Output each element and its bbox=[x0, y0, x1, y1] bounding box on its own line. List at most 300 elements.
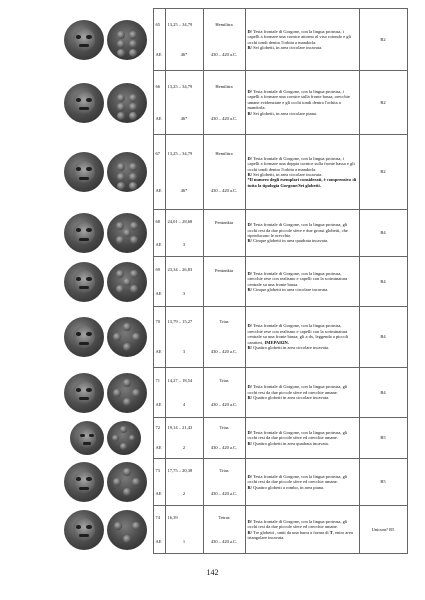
gorgon-eye bbox=[76, 277, 82, 281]
reverse-pellet bbox=[129, 173, 137, 181]
catalog-number: 73 bbox=[155, 467, 160, 473]
specimen-count: 46* bbox=[180, 52, 188, 58]
catalog-number: 72 bbox=[155, 425, 160, 431]
size-cell bbox=[165, 506, 203, 554]
obverse-text: Testa frontale di Gorgone, con la lingua protrusa, gli occhi resi da due piccole sfere ed orecchie umane. bbox=[247, 384, 348, 395]
gorgon-tongue bbox=[79, 238, 89, 241]
date: 430 – 420 a.C. bbox=[210, 349, 238, 355]
reverse-text-tail: , entro area triangolare incavata. bbox=[247, 529, 353, 540]
denomination: Trias bbox=[219, 319, 229, 325]
coin-reverse-image bbox=[107, 510, 147, 550]
obverse-label: D/ bbox=[247, 473, 252, 479]
reverse-pellet bbox=[117, 112, 125, 120]
reverse-text: Cinque globetti in area circolare incavata. bbox=[253, 286, 329, 292]
reverse-pellet bbox=[123, 379, 131, 387]
coin-images bbox=[58, 418, 153, 459]
coin-reverse-image bbox=[107, 462, 147, 502]
reverse-description bbox=[248, 395, 357, 400]
coin-reverse-image bbox=[107, 20, 147, 60]
reverse-pellet bbox=[129, 163, 137, 171]
obverse-description bbox=[248, 271, 357, 287]
size-range: 24,01 – 28,68 bbox=[167, 218, 193, 224]
coin-obverse-image bbox=[64, 262, 104, 302]
denomination-cell bbox=[203, 418, 245, 459]
reverse-pellet bbox=[117, 49, 125, 57]
obverse-description bbox=[248, 323, 357, 345]
catalog-number-cell bbox=[153, 307, 165, 368]
reverse-pellet bbox=[117, 173, 125, 181]
reverse-pellet bbox=[129, 112, 137, 120]
obverse-text: Testa frontale di Gorgone, con la lingua protrusa, orecchie rese con realismo e capelli con la scriminatura centrale su una fronte bassa; gli a dx, leggenda a piccoli caratteri, bbox=[247, 323, 349, 345]
obverse-label: D/ bbox=[247, 88, 252, 94]
rarity-cell bbox=[359, 135, 407, 210]
reverse-pellet bbox=[123, 535, 131, 543]
metal: AE bbox=[155, 402, 162, 408]
size-range: 17,75 – 20,38 bbox=[167, 467, 193, 473]
catalog-note bbox=[248, 177, 357, 188]
coin-obverse-image bbox=[64, 213, 104, 253]
gorgon-eye bbox=[76, 35, 82, 39]
catalog-row bbox=[58, 307, 407, 368]
gorgon-tongue bbox=[79, 107, 89, 110]
gorgon-tongue bbox=[79, 397, 89, 400]
date: 430 – 420 a.C. bbox=[210, 402, 238, 408]
gorgon-eye bbox=[86, 35, 92, 39]
catalog-number-cell bbox=[153, 135, 165, 210]
obverse-label: D/ bbox=[247, 384, 252, 390]
rarity-cell bbox=[359, 307, 407, 368]
obverse-description bbox=[248, 519, 357, 530]
description-cell bbox=[245, 307, 359, 368]
gorgon-tongue bbox=[79, 44, 89, 47]
reverse-text: Quattro globetti in area circolare incavata. bbox=[253, 395, 330, 401]
reverse-description bbox=[248, 238, 357, 243]
rarity: R2 bbox=[380, 169, 386, 175]
catalog-row bbox=[58, 9, 407, 71]
reverse-text: Sei globetti, in area circolare incavata. bbox=[253, 44, 323, 50]
catalog-row bbox=[58, 368, 407, 418]
reverse-pellet bbox=[120, 443, 127, 450]
specimen-count: 46* bbox=[180, 115, 188, 121]
denomination: Trias bbox=[219, 377, 229, 383]
metal: AE bbox=[155, 187, 162, 193]
reverse-pellet bbox=[129, 49, 137, 57]
reverse-pellet bbox=[113, 478, 121, 486]
obverse-label: D/ bbox=[247, 429, 252, 435]
metal: AE bbox=[155, 241, 162, 247]
rarity: R4 bbox=[380, 278, 386, 284]
catalog-number-cell bbox=[153, 9, 165, 71]
description-cell bbox=[245, 135, 359, 210]
catalog-body bbox=[58, 9, 407, 554]
gorgon-eye bbox=[86, 167, 92, 171]
obverse-label: D/ bbox=[247, 222, 252, 228]
reverse-pellet bbox=[129, 435, 136, 442]
reverse-pellet bbox=[117, 94, 125, 102]
obverse-text: Testa frontale di Gorgone, con la lingua protrusa, gli occhi resi da due piccole sfere e due grossi globetti, che riproducono le orecchie. bbox=[247, 222, 348, 238]
reverse-label: R/ bbox=[247, 440, 252, 446]
coin-obverse-image bbox=[64, 510, 104, 550]
obverse-legend: IMEPAIΩN. bbox=[264, 339, 289, 345]
specimen-count: 46* bbox=[180, 187, 188, 193]
reverse-pellet bbox=[123, 468, 131, 476]
size-cell bbox=[165, 257, 203, 307]
catalog-row bbox=[58, 257, 407, 307]
reverse-pellet bbox=[117, 31, 125, 39]
metal: AE bbox=[155, 115, 162, 121]
specimen-count: 2 bbox=[182, 445, 186, 451]
rarity-cell bbox=[359, 506, 407, 554]
reverse-pellet bbox=[132, 522, 140, 530]
coin-reverse-image bbox=[107, 373, 147, 413]
reverse-label: R/ bbox=[247, 345, 252, 351]
specimen-count: 1 bbox=[182, 538, 186, 544]
size-range: 23,34 – 26,83 bbox=[167, 266, 193, 272]
reverse-pellet bbox=[112, 435, 119, 442]
coin-reverse-image bbox=[107, 83, 147, 123]
coin-images bbox=[58, 71, 153, 135]
coin-images bbox=[58, 506, 153, 554]
reverse-pellet bbox=[123, 323, 131, 331]
rarity: R2 bbox=[380, 99, 386, 105]
size-cell bbox=[165, 71, 203, 135]
metal: AE bbox=[155, 52, 162, 58]
denomination-cell bbox=[203, 257, 245, 307]
date: 430 – 420 a.C. bbox=[210, 187, 238, 193]
reverse-text: Tre globetti , uniti da una barra a forma di bbox=[253, 529, 329, 535]
obverse-description bbox=[248, 222, 357, 238]
gorgon-face bbox=[73, 270, 95, 292]
rarity: R2 bbox=[380, 36, 386, 42]
reverse-pellet bbox=[132, 478, 140, 486]
size-range: 13,79 – 15,27 bbox=[167, 319, 193, 325]
size-cell bbox=[165, 135, 203, 210]
reverse-label: R/ bbox=[247, 238, 252, 244]
denomination-cell bbox=[203, 9, 245, 71]
reverse-pellet bbox=[123, 278, 131, 286]
gorgon-tongue bbox=[79, 487, 89, 490]
size-range: 13,25 – 34,79 bbox=[167, 84, 193, 90]
denomination: Trias bbox=[219, 425, 229, 431]
gorgon-eye bbox=[86, 277, 92, 281]
description-cell bbox=[245, 257, 359, 307]
catalog-number: 66 bbox=[155, 84, 160, 90]
gorgon-eye bbox=[89, 434, 94, 437]
denomination: Hemilitra bbox=[215, 21, 233, 27]
reverse-pellet bbox=[130, 270, 138, 278]
gorgon-tongue bbox=[83, 442, 91, 445]
gorgon-eye bbox=[86, 228, 92, 232]
gorgon-eye bbox=[86, 477, 92, 481]
gorgon-tongue bbox=[79, 177, 89, 180]
catalog-number: 67 bbox=[155, 150, 160, 156]
obverse-text: Testa frontale di Gorgone, con la lingua protrusa, orecchie rese con realismo e capelli con la scriminatura centrale su una fronte bassa. bbox=[247, 270, 348, 287]
specimen-count: 3 bbox=[182, 349, 186, 355]
coin-images bbox=[58, 257, 153, 307]
gorgon-eye bbox=[86, 98, 92, 102]
reverse-label: R/ bbox=[247, 395, 252, 401]
rarity-cell bbox=[359, 71, 407, 135]
denomination: Pentonkia bbox=[215, 267, 233, 273]
denomination: Hemilitra bbox=[215, 150, 233, 156]
gorgon-face bbox=[73, 381, 95, 403]
date: 430 – 420 a.C. bbox=[210, 115, 238, 121]
coin-images bbox=[58, 9, 153, 71]
denomination: Trias bbox=[219, 467, 229, 473]
reverse-pellet bbox=[114, 522, 122, 530]
coin-images bbox=[58, 368, 153, 418]
catalog-note-text: *Il numero degli esemplari considerati, è comprensivo di tutta la tipologia Gorgone/Sei globetti. bbox=[247, 177, 357, 188]
metal: AE bbox=[155, 490, 162, 496]
size-cell bbox=[165, 418, 203, 459]
coin-reverse-image bbox=[107, 421, 141, 455]
rarity: R4 bbox=[380, 230, 386, 236]
catalog-number: 70 bbox=[155, 319, 160, 325]
obverse-description bbox=[248, 474, 357, 485]
reverse-description bbox=[248, 485, 357, 490]
obverse-description bbox=[248, 384, 357, 395]
obverse-description bbox=[248, 29, 357, 45]
obverse-label: D/ bbox=[247, 28, 252, 34]
description-cell bbox=[245, 9, 359, 71]
rarity-cell bbox=[359, 459, 407, 506]
gorgon-eye bbox=[76, 525, 82, 529]
obverse-text: Testa frontale di Gorgone, con la lingua protrusa, i capelli a formare una doppia cornice sulla fronte bassa e gli occhi tondi dentro l'orbita a mandorla. bbox=[247, 155, 355, 172]
reverse-pellet bbox=[123, 343, 131, 351]
gorgon-eye bbox=[76, 98, 82, 102]
reverse-pellet bbox=[116, 222, 124, 230]
reverse-description bbox=[248, 345, 357, 350]
obverse-text: Testa frontale di Gorgone, con la lingua protrusa, gli occhi resi da due piccole sfere ed orecchie umane. bbox=[247, 429, 348, 441]
specimen-count: 3 bbox=[182, 241, 186, 247]
obverse-label: D/ bbox=[247, 323, 252, 329]
denomination-cell bbox=[203, 307, 245, 368]
catalog-number-cell bbox=[153, 506, 165, 554]
rarity-cell bbox=[359, 418, 407, 459]
catalog-number-cell bbox=[153, 210, 165, 257]
coin-catalog-table bbox=[58, 8, 408, 554]
metal: AE bbox=[155, 445, 162, 451]
size-cell bbox=[165, 210, 203, 257]
obverse-label: D/ bbox=[247, 518, 252, 524]
coin-images bbox=[58, 210, 153, 257]
date: 430 – 420 a.C. bbox=[210, 490, 238, 496]
reverse-pellet bbox=[132, 333, 140, 341]
reverse-pellet bbox=[129, 94, 137, 102]
reverse-pellet bbox=[116, 270, 124, 278]
reverse-description bbox=[248, 441, 357, 446]
reverse-label: R/ bbox=[247, 529, 252, 535]
gorgon-face bbox=[73, 28, 95, 50]
catalog-number: 69 bbox=[155, 266, 160, 272]
rarity: R5 bbox=[380, 479, 386, 485]
reverse-pellet bbox=[123, 229, 131, 237]
rarity-cell bbox=[359, 9, 407, 71]
coin-reverse-image bbox=[107, 262, 147, 302]
metal: AE bbox=[155, 349, 162, 355]
reverse-pellet bbox=[117, 163, 125, 171]
gorgon-tongue bbox=[79, 534, 89, 537]
description-cell bbox=[245, 506, 359, 554]
catalog-number: 71 bbox=[155, 377, 160, 383]
reverse-text: Cinque globetti in area quadrata incavata. bbox=[253, 238, 329, 244]
catalog-number: 65 bbox=[155, 21, 160, 27]
reverse-letter: T bbox=[329, 529, 333, 535]
catalog-row bbox=[58, 135, 407, 210]
obverse-text: Testa frontale di Gorgone, con la lingua protrusa, gli occhi resi da due piccole sfere ed orecchie umane. bbox=[247, 518, 348, 530]
reverse-pellet bbox=[130, 222, 138, 230]
size-range: 16,39 bbox=[167, 515, 178, 521]
gorgon-tongue bbox=[79, 342, 89, 345]
reverse-pellet bbox=[117, 182, 125, 190]
gorgon-eye bbox=[80, 434, 85, 437]
reverse-description bbox=[248, 287, 357, 292]
reverse-pellet bbox=[113, 333, 121, 341]
page-number: 142 bbox=[206, 568, 219, 577]
gorgon-tongue bbox=[79, 286, 89, 289]
coin-obverse-image bbox=[64, 152, 104, 192]
reverse-text: Quattro globetti a rombo, in area piana. bbox=[253, 484, 325, 490]
obverse-description bbox=[248, 430, 357, 441]
reverse-pellet bbox=[130, 285, 138, 293]
reverse-text: Quattro globetti in area circolare incavata. bbox=[253, 345, 330, 351]
description-cell bbox=[245, 418, 359, 459]
reverse-pellet bbox=[120, 426, 127, 433]
reverse-label: R/ bbox=[247, 286, 252, 292]
catalog-row bbox=[58, 210, 407, 257]
coin-obverse-image bbox=[64, 462, 104, 502]
catalog-row bbox=[58, 418, 407, 459]
denomination-cell bbox=[203, 368, 245, 418]
reverse-pellet bbox=[123, 488, 131, 496]
size-range: 13,25 – 34,79 bbox=[167, 150, 193, 156]
size-range: 14,27 – 18,54 bbox=[167, 377, 193, 383]
reverse-pellet bbox=[117, 103, 125, 111]
catalog-number-cell bbox=[153, 257, 165, 307]
denomination-cell bbox=[203, 459, 245, 506]
rarity-cell bbox=[359, 210, 407, 257]
reverse-label: R/ bbox=[247, 172, 252, 177]
reverse-text: Quattro globetti in area quadrata incavata. bbox=[253, 440, 329, 446]
catalog-number-cell bbox=[153, 459, 165, 506]
description-cell bbox=[245, 210, 359, 257]
reverse-pellet bbox=[116, 236, 124, 244]
reverse-description bbox=[248, 45, 357, 50]
reverse-label: R/ bbox=[247, 110, 252, 116]
coin-reverse-image bbox=[107, 152, 147, 192]
reverse-pellet bbox=[129, 40, 137, 48]
date: 430 – 420 a.C. bbox=[210, 52, 238, 58]
denomination-cell bbox=[203, 135, 245, 210]
reverse-text: Sei globetti, in area circolare piana. bbox=[253, 110, 317, 116]
size-cell bbox=[165, 9, 203, 71]
obverse-label: D/ bbox=[247, 270, 252, 276]
coin-obverse-image bbox=[64, 373, 104, 413]
coin-images bbox=[58, 307, 153, 368]
gorgon-eye bbox=[86, 525, 92, 529]
catalog-row bbox=[58, 71, 407, 135]
coin-reverse-image bbox=[107, 213, 147, 253]
rarity: R5 bbox=[380, 435, 386, 441]
denomination-cell bbox=[203, 210, 245, 257]
rarity: Unicum? R5 bbox=[371, 526, 395, 532]
catalog-row bbox=[58, 506, 407, 554]
denomination-cell bbox=[203, 71, 245, 135]
reverse-pellet bbox=[132, 389, 140, 397]
obverse-text: Testa frontale di Gorgone, con la lingua protrusa, i capelli a formare una cornice sulla fronte bassa, orecchie umane evidenziate e gli occhi tondi dentro l'orbita a mandorla. bbox=[247, 88, 350, 111]
rarity-cell bbox=[359, 257, 407, 307]
reverse-pellet bbox=[123, 398, 131, 406]
coin-reverse-image bbox=[107, 317, 147, 357]
catalog-number-cell bbox=[153, 71, 165, 135]
size-range: 13,25 – 34,79 bbox=[167, 21, 193, 27]
gorgon-face bbox=[73, 518, 95, 540]
size-cell bbox=[165, 368, 203, 418]
reverse-pellet bbox=[129, 31, 137, 39]
obverse-text: Testa frontale di Gorgone, con la lingua protrusa, i capelli a formare una cornice attorno al viso rotondo e gli occhi tondi dentro l'orbita a mandorla. bbox=[247, 28, 351, 45]
gorgon-eye bbox=[76, 388, 82, 392]
size-range: 19,14 – 21,43 bbox=[167, 425, 193, 431]
size-cell bbox=[165, 307, 203, 368]
metal: AE bbox=[155, 291, 162, 297]
obverse-description bbox=[248, 89, 357, 111]
obverse-description bbox=[248, 156, 357, 172]
gorgon-eye bbox=[86, 332, 92, 336]
obverse-label: D/ bbox=[247, 155, 252, 161]
rarity: R4 bbox=[380, 334, 386, 340]
reverse-description bbox=[248, 111, 357, 116]
reverse-pellet bbox=[113, 389, 121, 397]
reverse-pellet bbox=[116, 285, 124, 293]
reverse-pellet bbox=[130, 236, 138, 244]
specimen-count: 4 bbox=[182, 402, 186, 408]
metal: AE bbox=[155, 538, 162, 544]
description-cell bbox=[245, 459, 359, 506]
catalog-row bbox=[58, 459, 407, 506]
specimen-count: 2 bbox=[182, 490, 186, 496]
catalog-number: 68 bbox=[155, 218, 160, 224]
denomination-cell bbox=[203, 506, 245, 554]
catalog-number-cell bbox=[153, 368, 165, 418]
coin-images bbox=[58, 135, 153, 210]
obverse-text: Testa frontale di Gorgone, con la lingua protrusa, gli occhi resi da due piccole sfere ed orecchie umane. bbox=[247, 473, 348, 485]
reverse-pellet bbox=[129, 103, 137, 111]
denomination: Hemilitra bbox=[215, 84, 233, 90]
reverse-pellet bbox=[117, 40, 125, 48]
coin-obverse-image bbox=[64, 317, 104, 357]
gorgon-eye bbox=[86, 388, 92, 392]
date: 430 – 420 a.C. bbox=[210, 445, 238, 451]
rarity: R4 bbox=[380, 389, 386, 395]
reverse-text: Sei globetti, in area circolare incavata. bbox=[253, 172, 323, 177]
coin-obverse-image bbox=[64, 20, 104, 60]
coin-obverse-image bbox=[70, 421, 104, 455]
denomination: Tetras bbox=[218, 515, 230, 521]
reverse-label: R/ bbox=[247, 44, 252, 50]
date: 430 – 420 a.C. bbox=[210, 538, 238, 544]
size-cell bbox=[165, 459, 203, 506]
coin-images bbox=[58, 459, 153, 506]
description-cell bbox=[245, 71, 359, 135]
reverse-label: R/ bbox=[247, 484, 252, 490]
catalog-number-cell bbox=[153, 418, 165, 459]
catalog-number: 74 bbox=[155, 515, 160, 521]
gorgon-face bbox=[73, 91, 95, 113]
reverse-description bbox=[248, 530, 357, 541]
denomination: Pentonkia bbox=[215, 220, 233, 226]
description-cell bbox=[245, 368, 359, 418]
rarity-cell bbox=[359, 368, 407, 418]
